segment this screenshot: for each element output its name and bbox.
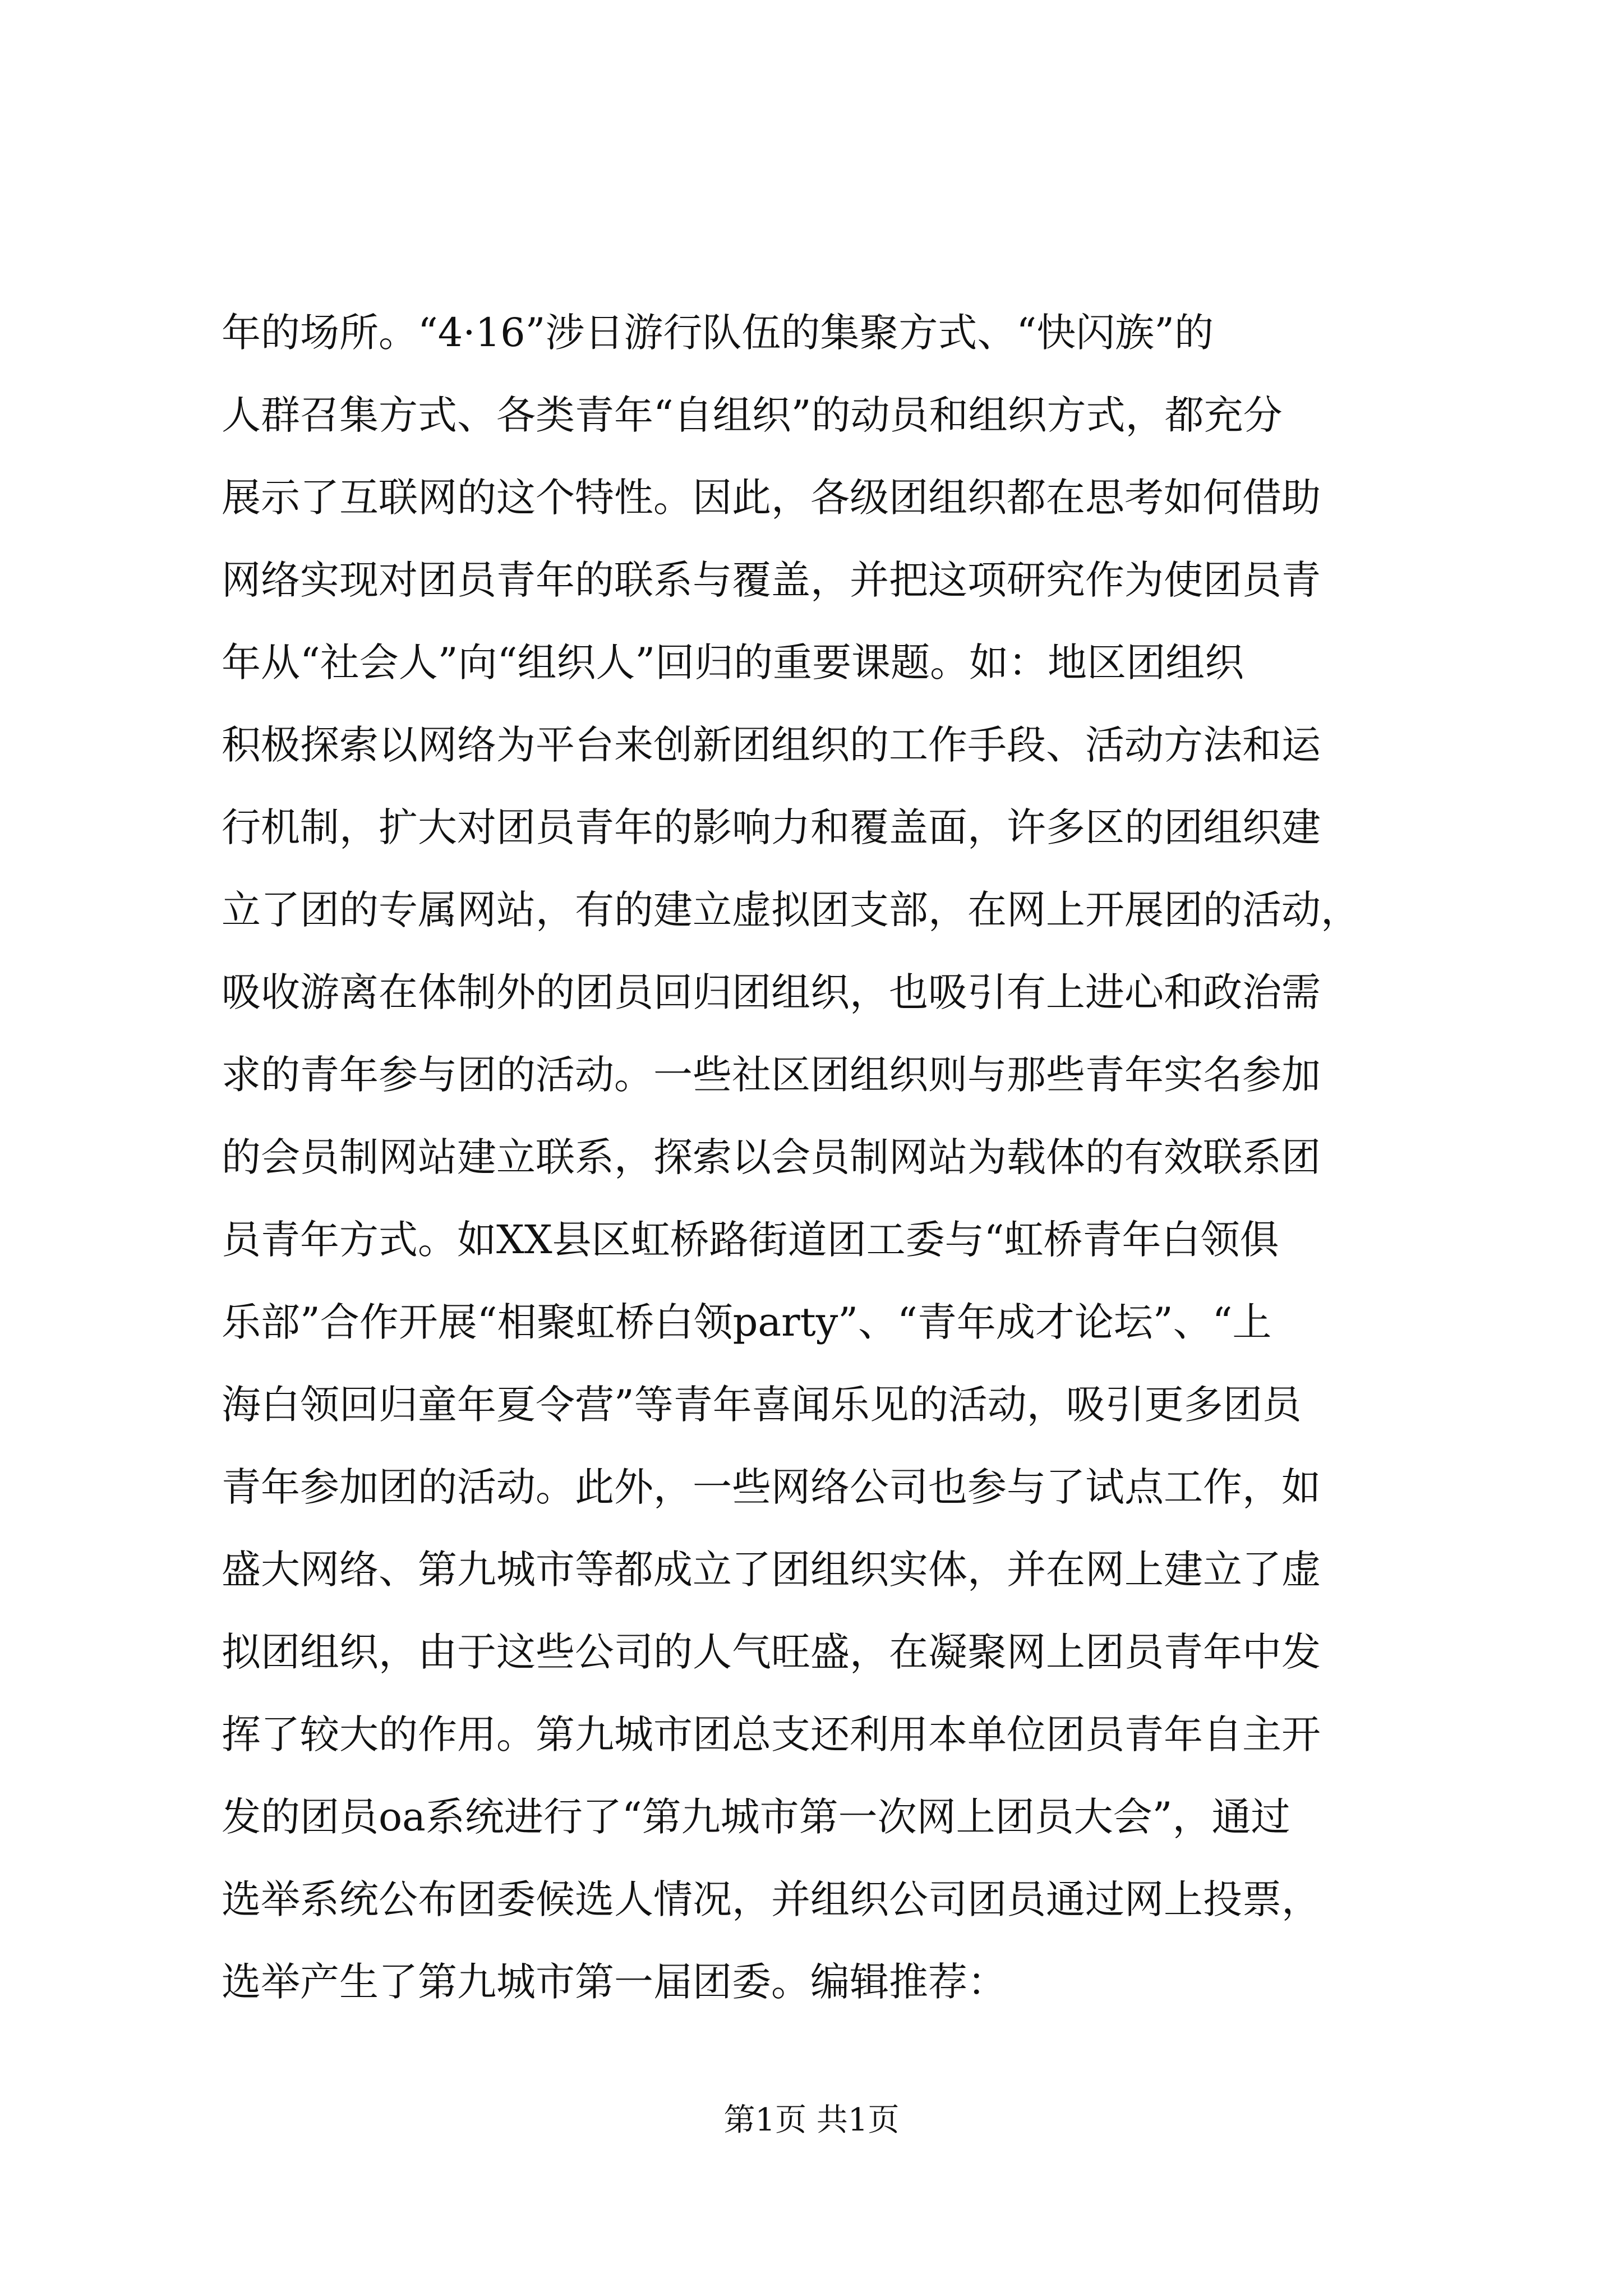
paragraph-line: 盛大网络、第九城市等都成立了团组织实体，并在网上建立了虚 xyxy=(222,1547,1321,1593)
paragraph-line: 选举系统公布团委候选人情况，并组织公司团员通过网上投票， xyxy=(222,1876,1321,1922)
paragraph-line: 发的团员oa系统进行了“第九城市第一次网上团员大会”，通过 xyxy=(222,1794,1290,1840)
paragraph-line: 的会员制网站建立联系，探索以会员制网站为载体的有效联系团 xyxy=(222,1134,1321,1180)
paragraph-line: 选举产生了第九城市第一届团委。编辑推荐： xyxy=(222,1959,1007,2005)
paragraph-line: 行机制，扩大对团员青年的影响力和覆盖面，许多区的团组织建 xyxy=(222,804,1321,850)
paragraph-line: 挥了较大的作用。第九城市团总支还利用本单位团员青年自主开 xyxy=(222,1711,1321,1757)
paragraph-line: 乐部”合作开展“相聚虹桥白领party”、“青年成才论坛”、“上 xyxy=(222,1299,1272,1345)
paragraph-line: 员青年方式。如XX县区虹桥路街道团工委与“虹桥青年白领俱 xyxy=(222,1217,1279,1263)
paragraph-line: 积极探索以网络为平台来创新团组织的工作手段、活动方法和运 xyxy=(222,722,1321,768)
page-footer: 第1页 共1页 xyxy=(723,2102,900,2138)
paragraph-line: 网络实现对团员青年的联系与覆盖，并把这项研究作为使团员青 xyxy=(222,557,1321,603)
paragraph-line: 拟团组织，由于这些公司的人气旺盛，在凝聚网上团员青年中发 xyxy=(222,1629,1321,1675)
paragraph-line: 年从“社会人”向“组织人”回归的重要课题。如：地区团组织 xyxy=(222,639,1244,685)
paragraph-line: 青年参加团的活动。此外，一些网络公司也参与了试点工作，如 xyxy=(222,1464,1321,1510)
paragraph-line: 求的青年参与团的活动。一些社区团组织则与那些青年实名参加 xyxy=(222,1052,1321,1098)
paragraph-line: 立了团的专属网站，有的建立虚拟团支部，在网上开展团的活动， xyxy=(222,887,1360,933)
paragraph-line: 年的场所。“4·16”涉日游行队伍的集聚方式、“快闪族”的 xyxy=(222,310,1214,356)
body-paragraph xyxy=(222,292,1410,2023)
paragraph-line: 海白领回归童年夏令营”等青年喜闻乐见的活动，吸引更多团员 xyxy=(222,1382,1302,1428)
paragraph-line: 展示了互联网的这个特性。因此，各级团组织都在思考如何借助 xyxy=(222,475,1321,521)
paragraph-line: 吸收游离在体制外的团员回归团组织，也吸引有上进心和政治需 xyxy=(222,969,1321,1015)
paragraph-line: 人群召集方式、各类青年“自组织”的动员和组织方式，都充分 xyxy=(222,392,1283,438)
